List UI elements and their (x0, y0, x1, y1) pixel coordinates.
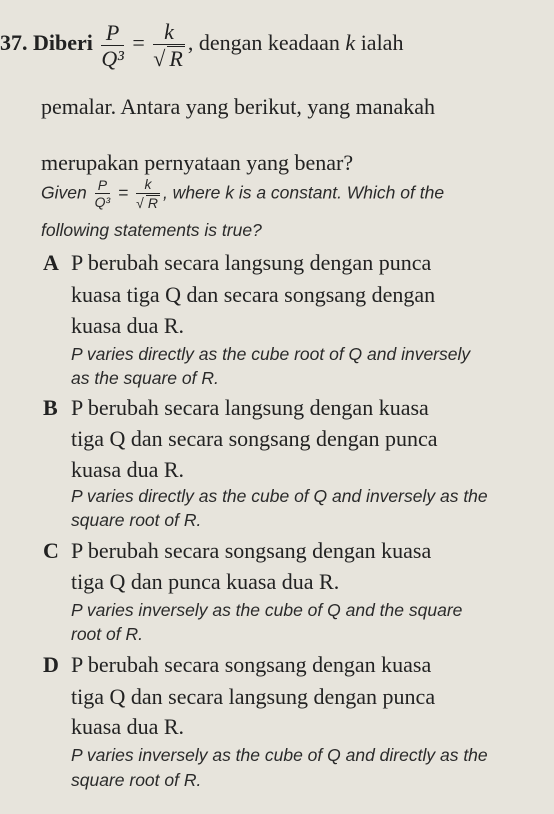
fraction-p-over-q3-en: $\frac{P}{\text{Q³}}$ (94, 176, 111, 211)
option-d-english-line-1: P varies inversely as the cube of Q and directly as the (71, 745, 488, 765)
option-b-malay-line-3: kuasa dua R. (71, 457, 185, 482)
option-b-malay-line-2: tiga Q dan secara songsang dengan punca (71, 426, 438, 451)
option-b-english-line-1: P varies directly as the cube of Q and inversely as the (71, 486, 488, 506)
option-d-malay-line-2: tiga Q dan secara langsung dengan punca (71, 684, 436, 709)
option-a-malay-line-3: kuasa dua R. (71, 313, 185, 338)
question-line-1: 37. Diberi $\frac{P}{\text{Q³}}$ = $\frac{k}{√ R}$ , dengan keadaan k ialah (0, 19, 404, 72)
option-d-letter: D (43, 652, 59, 677)
question-line-3: merupakan pernyataan yang benar? (41, 150, 354, 175)
fraction-k-over-root-r-en: $\frac{k}{√ R}$ (136, 176, 158, 211)
option-a-english-line-1: P varies directly as the cube root of Q and inversely (71, 344, 471, 364)
option-c-english-line-1: P varies inversely as the cube of Q and the square (71, 600, 463, 620)
option-d-malay-line-3: kuasa dua R. (71, 714, 185, 739)
question-given-word: Diberi (33, 30, 93, 56)
question-line-2: pemalar. Antara yang berikut, yang manakah (41, 94, 436, 119)
fraction-p-over-q3: $\frac{P}{\text{Q³}}$ (101, 19, 124, 71)
question-number: 37. (0, 30, 28, 56)
option-c-malay-line-2: tiga Q dan punca kuasa dua R. (71, 569, 340, 594)
option-b-malay-line-1: B P berubah secara langsung dengan kuasa (43, 395, 429, 420)
option-d-english-line-2: square root of R. (71, 770, 202, 790)
option-d-malay-line-1: D P berubah secara songsang dengan kuasa (43, 652, 432, 677)
option-a-letter: A (43, 250, 59, 275)
option-b-english-line-2: square root of R. (71, 510, 202, 530)
option-a-malay-line-1: A P berubah secara langsung dengan punca (43, 250, 432, 275)
fraction-k-over-root-r: $\frac{k}{√ R}$ (153, 19, 183, 72)
option-b-letter: B (43, 395, 58, 420)
question-english-line-1: Given $\frac{P}{\text{Q³}}$ = $\frac{k}{√ R}$ , where k is a constant. Which of the (41, 176, 445, 211)
option-a-malay-line-2: kuasa tiga Q dan secara songsang dengan (71, 282, 436, 307)
option-a-english-line-2: as the square of R. (71, 368, 219, 388)
option-c-letter: C (43, 538, 59, 563)
option-c-malay-line-1: C P berubah secara songsang dengan kuasa (43, 538, 432, 563)
option-c-english-line-2: root of R. (71, 624, 143, 644)
question-english-line-2: following statements is true? (41, 220, 262, 240)
